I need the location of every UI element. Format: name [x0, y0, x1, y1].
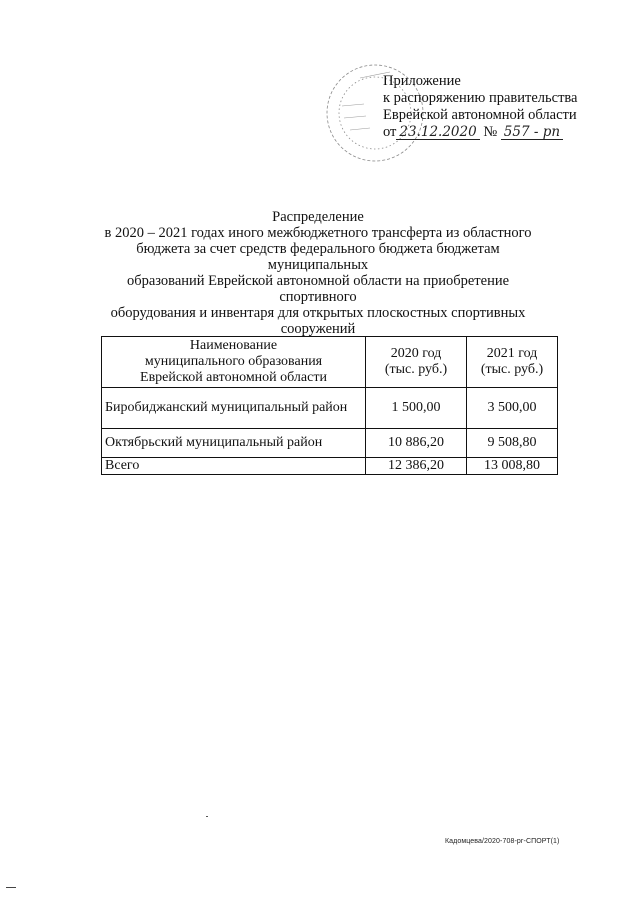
row-value-2021: 13 008,80	[467, 458, 558, 475]
appendix-title: Приложение	[383, 73, 461, 89]
title-heading: Распределение	[272, 209, 364, 225]
table-row-total	[102, 458, 558, 475]
header-2021-line-1: 2021 год	[486, 346, 538, 361]
row-value-2020: 12 386,20	[366, 458, 467, 475]
appendix-line-3: Еврейской автономной области	[383, 107, 577, 123]
title-line-2: бюджета за счет средств федерального бюджета бюджетам муниципальных	[136, 241, 500, 273]
handwritten-date: 23.12.2020	[396, 125, 479, 140]
header-name	[102, 337, 366, 388]
date-prefix: от	[383, 124, 397, 140]
header-2020	[366, 337, 467, 388]
appendix-block	[383, 73, 623, 141]
table-header-row	[102, 337, 558, 388]
header-2020-line-1: 2020 год	[390, 346, 442, 361]
row-value-2021: 3 500,00	[467, 388, 558, 429]
appendix-line-2: к распоряжению правительства	[383, 90, 578, 106]
number-prefix: №	[483, 124, 498, 140]
row-name: Октябрьский муниципальный район	[102, 429, 366, 458]
document-code: Кадомцева/2020-708-рг-СПОРТ(1)	[445, 838, 560, 845]
scan-speck	[206, 816, 208, 817]
header-name-line-2: муниципального образования	[144, 354, 323, 369]
header-2021-line-2: (тыс. руб.)	[480, 362, 544, 377]
title-line-5: сооружений	[280, 321, 356, 337]
header-2021	[467, 337, 558, 388]
row-name: Всего	[102, 458, 366, 475]
title-line-1: в 2020 – 2021 годах иного межбюджетного трансферта из областного	[104, 225, 532, 241]
scan-mark	[6, 887, 16, 888]
table-row	[102, 388, 558, 429]
header-name-line-3: Еврейской автономной области	[140, 370, 327, 385]
distribution-table	[101, 336, 558, 475]
table-row	[102, 429, 558, 458]
appendix-date-number	[383, 124, 623, 141]
document-title	[98, 209, 538, 337]
row-value-2020: 10 886,20	[366, 429, 467, 458]
header-name-line-1: Наименование	[189, 338, 278, 353]
handwritten-number: 557 - рп	[501, 125, 563, 140]
header-2020-line-2: (тыс. руб.)	[384, 362, 448, 377]
row-name: Биробиджанский муниципальный район	[102, 388, 366, 429]
row-value-2021: 9 508,80	[467, 429, 558, 458]
title-line-3: образований Еврейской автономной области на приобретение спортивного	[126, 273, 510, 305]
row-value-2020: 1 500,00	[366, 388, 467, 429]
title-line-4: оборудования и инвентаря для открытых плоскостных спортивных	[110, 305, 526, 321]
